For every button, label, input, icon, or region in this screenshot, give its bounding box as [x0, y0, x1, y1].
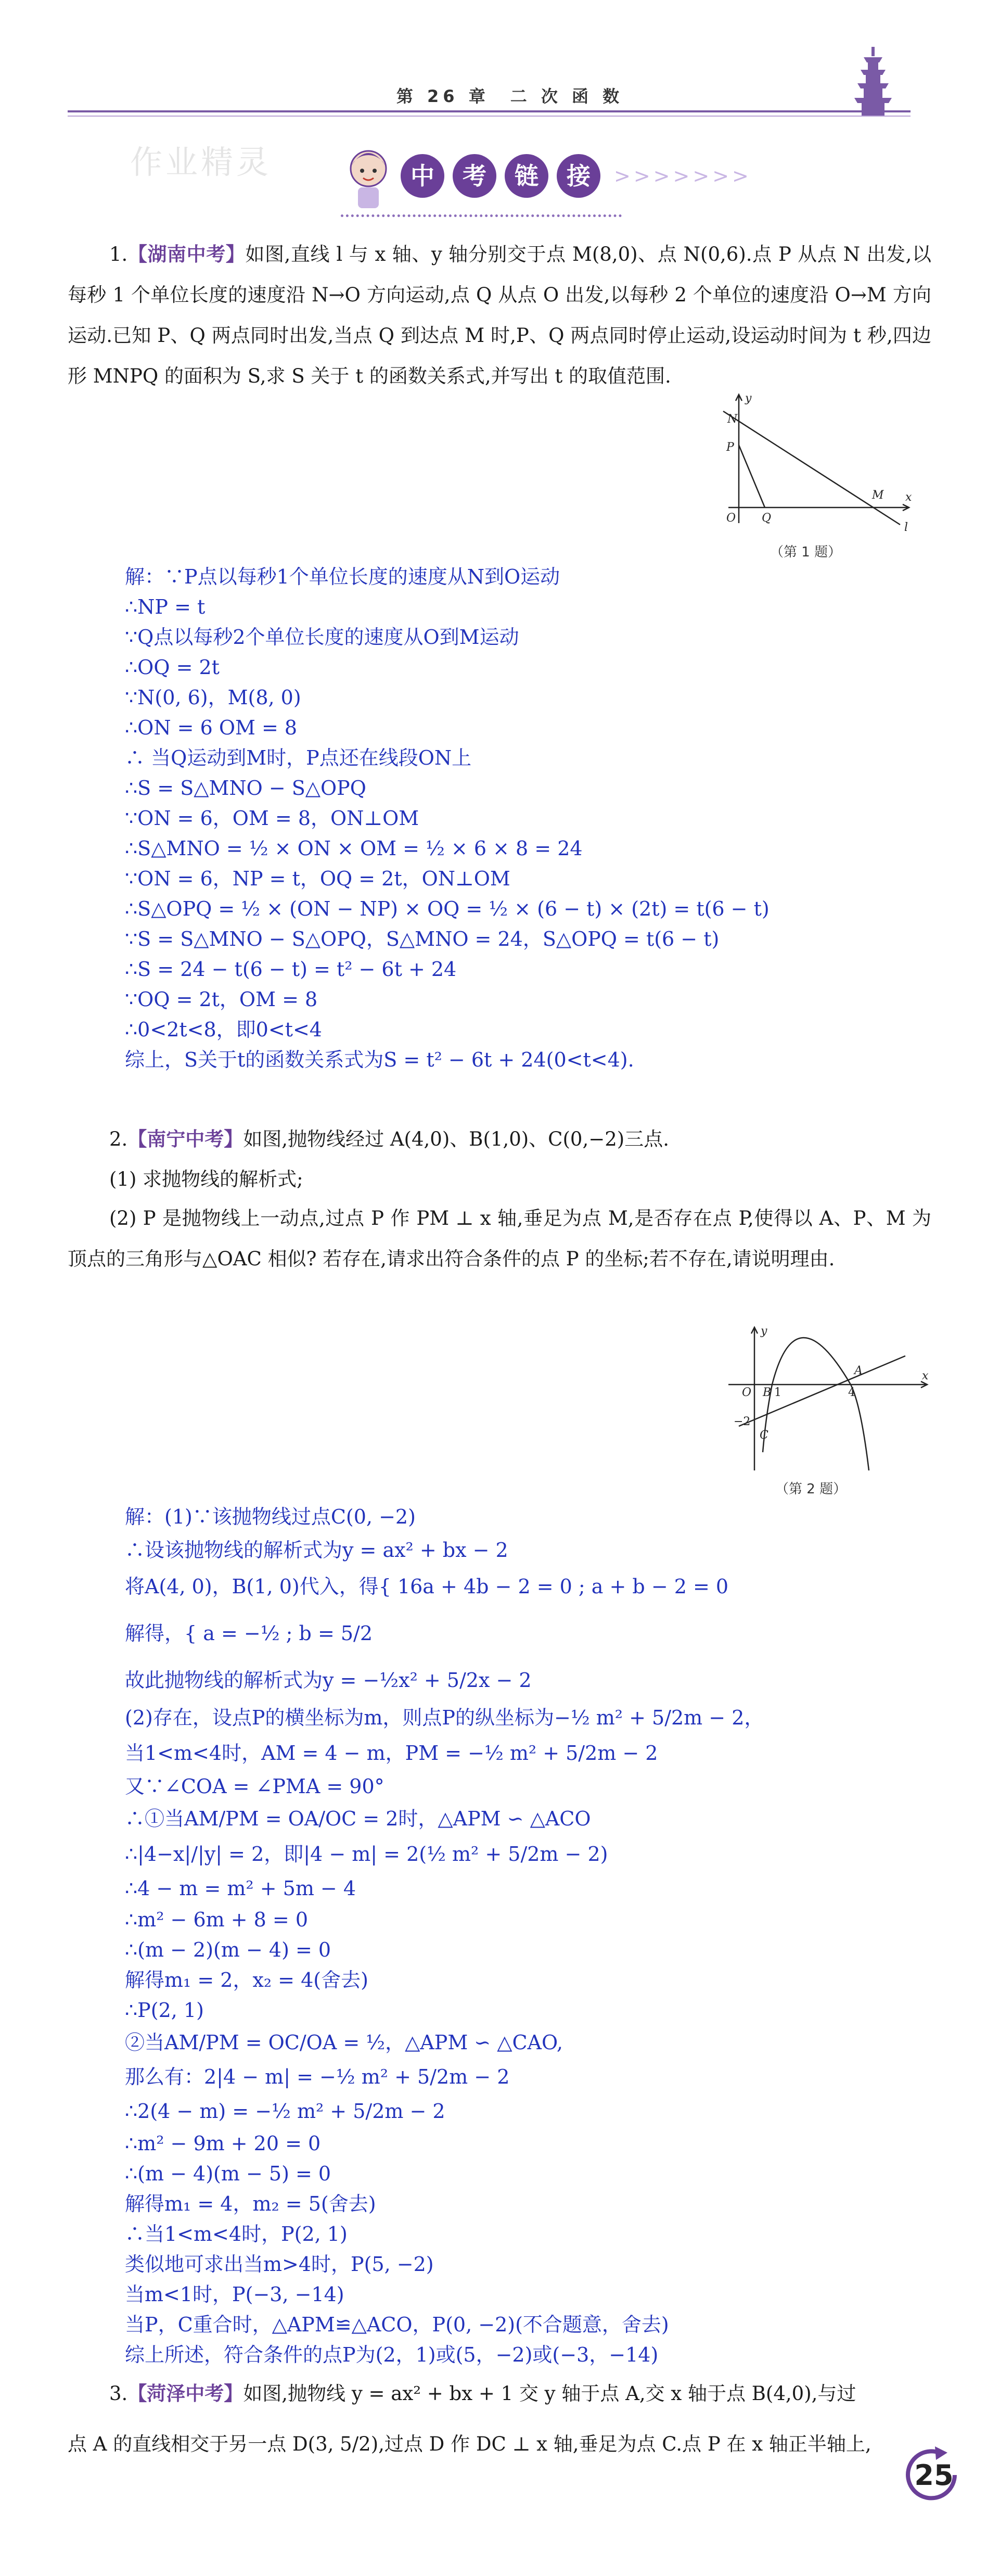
problem-number: 3. — [109, 2382, 128, 2405]
problem-number: 1. — [109, 243, 128, 265]
solution-line: ∴S△OPQ = ½ × (ON − NP) × OQ = ½ × (6 − t) × (2t) = t(6 − t) — [125, 897, 770, 920]
solution-line: 当1<m<4时，AM = 4 − m，PM = −½ m² + 5/2m − 2 — [125, 1742, 658, 1765]
problem-source-tag: 【菏泽中考】 — [127, 2382, 243, 2405]
fig2-label: C — [760, 1429, 768, 1442]
solution-line: ∴OQ = 2t — [125, 656, 220, 679]
solution-line: 解：∵P点以每秒1个单位长度的速度从N到O运动 — [125, 565, 560, 588]
solution-line: 当m<1时，P(−3, −14) — [125, 2283, 344, 2306]
solution-line: ∴4 − m = m² + 5m − 4 — [125, 1877, 356, 1900]
problem-source-tag: 【南宁中考】 — [127, 1128, 243, 1150]
problem-2-part-1: (1) 求抛物线的解析式; — [109, 1168, 303, 1190]
header-rule-thin — [68, 116, 911, 117]
solution-line: 故此抛物线的解析式为y = −½x² + 5/2x − 2 — [125, 1669, 532, 1692]
solution-line: ∵Q点以每秒2个单位长度的速度从O到M运动 — [125, 626, 519, 649]
fig1-label: Q — [762, 512, 772, 525]
solution-line: 当P，C重合时，△APM≌△ACO，P(0, −2)(不合题意，舍去) — [125, 2313, 669, 2336]
solution-line: 综上，S关于t的函数关系式为S = t² − 6t + 24(0<t<4). — [125, 1048, 634, 1071]
watermark: 作业精灵 — [130, 143, 272, 181]
solution-line: ∵ON = 6，NP = t，OQ = 2t，ON⊥OM — [125, 867, 510, 890]
figure-1 — [708, 390, 921, 536]
badge-char: 中 — [401, 154, 444, 198]
header-rule — [68, 110, 911, 112]
fig1-label: x — [905, 491, 912, 504]
solution-line: ∴ 当Q运动到M时，P点还在线段ON上 — [125, 746, 472, 769]
solution-line: ∵ON = 6，OM = 8，ON⊥OM — [125, 807, 419, 830]
solution-line: ②当AM/PM = OC/OA = ½，△APM ∽ △CAO, — [125, 2031, 563, 2054]
solution-line: 解得，{ a = −½ ; b = 5/2 — [125, 1622, 373, 1645]
fig2-label: 1 — [774, 1386, 781, 1399]
solution-line: ∵N(0, 6)，M(8, 0) — [125, 686, 301, 709]
solution-line: 那么有：2|4 − m| = −½ m² + 5/2m − 2 — [125, 2065, 510, 2088]
figure-1-caption: （第 1 题） — [770, 544, 842, 560]
solution-line: ∴m² − 9m + 20 = 0 — [125, 2132, 321, 2155]
problem-2-text — [68, 1119, 931, 1160]
solution-line: 将A(4, 0)，B(1, 0)代入，得{ 16a + 4b − 2 = 0 ; a + b − 2 = 0 — [125, 1575, 729, 1598]
solution-line: ∴ON = 6 OM = 8 — [125, 716, 298, 739]
solution-line: 解：(1)∵该抛物线过点C(0, −2) — [125, 1505, 416, 1528]
fig2-label: 4 — [848, 1386, 855, 1399]
solution-line: ∴设该抛物线的解析式为y = ax² + bx − 2 — [125, 1539, 508, 1562]
badge-char: 接 — [557, 154, 600, 198]
fig2-label: O — [742, 1386, 752, 1399]
solution-line: ∴S△MNO = ½ × ON × OM = ½ × 6 × 8 = 24 — [125, 837, 583, 860]
problem-statement: 如图,抛物线 y = ax² + bx + 1 交 y 轴于点 A,交 x 轴于点 B(4,0),与过 — [243, 2382, 856, 2405]
fig2-label: A — [854, 1364, 863, 1377]
fig1-label: y — [745, 392, 752, 405]
solution-line: (2)存在，设点P的横坐标为m，则点P的纵坐标为−½ m² + 5/2m − 2， — [125, 1706, 764, 1729]
solution-line: ∴P(2, 1) — [125, 1999, 204, 2022]
fig1-label: O — [726, 512, 736, 525]
fig1-label: l — [904, 521, 908, 534]
fig2-label: −2 — [734, 1415, 751, 1428]
problem-2-part-2: (2) P 是抛物线上一动点,过点 P 作 PM ⊥ x 轴,垂足为点 M,是否存在点 P,使得以 A、P、M 为顶点的三角形与△OAC 相似? 若存在,请求出符合条件的点 P 的坐标;若不存在,请说明理由. — [68, 1207, 931, 1270]
solution-line: ∴当1<m<4时，P(2, 1) — [125, 2223, 348, 2245]
fig1-label: M — [872, 489, 884, 502]
solution-line: 类似地可求出当m>4时，P(5, −2) — [125, 2253, 434, 2276]
solution-line: ∴(m − 4)(m − 5) = 0 — [125, 2162, 331, 2185]
problem-3-text-cont: 点 A 的直线相交于另一点 D(3, 5/2),过点 D 作 DC ⊥ x 轴,垂足为点 C.点 P 在 x 轴正半轴上, — [68, 2433, 871, 2455]
solution-line: ∴NP = t — [125, 595, 206, 618]
fig1-label: N — [727, 413, 738, 426]
fig2-label: B — [763, 1386, 772, 1399]
solution-line: 综上所述，符合条件的点P为(2，1)或(5，−2)或(−3，−14) — [125, 2343, 659, 2366]
solution-line: 解得m₁ = 4，m₂ = 5(舍去) — [125, 2192, 376, 2215]
solution-line: ∴|4−x|/|y| = 2，即|4 − m| = 2(½ m² + 5/2m − 2) — [125, 1843, 608, 1866]
solution-line: 解得m₁ = 2，x₂ = 4(舍去) — [125, 1969, 368, 1991]
section-badge — [343, 139, 791, 212]
fig2-label: y — [761, 1325, 767, 1338]
badge-arrows: >>>>>>> — [614, 164, 752, 187]
solution-line: 又∵∠COA = ∠PMA = 90° — [125, 1775, 384, 1798]
problem-statement: 如图,直线 l 与 x 轴、y 轴分别交于点 M(8,0)、点 N(0,6).点 P 从点 N 出发,以每秒 1 个单位长度的速度沿 N→O 方向运动,点 Q 从点 O 出发,以每秒 2 个单位的速度沿 O→M 方向运动.已知 P、Q 两点同时出发,当点 Q 到达点 M 时,P、Q 两点同时停止运动,设运动时间为 t 秒,四边形 MNPQ 的面积为 S,求 S 关于 t 的函数关系式,并写出 t 的取值范围. — [68, 243, 931, 387]
solution-line: ∴m² − 6m + 8 = 0 — [125, 1908, 309, 1931]
figure-2-caption: （第 2 题） — [775, 1481, 847, 1497]
problem-1-text — [68, 234, 931, 397]
problem-statement: 如图,抛物线经过 A(4,0)、B(1,0)、C(0,−2)三点. — [243, 1128, 669, 1150]
chapter-header: 第 26 章 二 次 函 数 — [396, 86, 624, 106]
page-number: 25 — [914, 2459, 954, 2492]
solution-line: ∴0<2t<8，即0<t<4 — [125, 1018, 322, 1041]
problem-source-tag: 【湖南中考】 — [127, 243, 246, 265]
solution-line: ∴①当AM/PM = OA/OC = 2时，△APM ∽ △ACO — [125, 1807, 591, 1830]
cartoon-girl-icon — [343, 139, 393, 212]
badge-char: 链 — [505, 154, 548, 198]
solution-line: ∴S = 24 − t(6 − t) = t² − 6t + 24 — [125, 958, 457, 981]
solution-line: ∵S = S△MNO − S△OPQ，S△MNO = 24，S△OPQ = t(6 − t) — [125, 928, 720, 950]
problem-3-text — [68, 2374, 931, 2414]
problem-number: 2. — [109, 1128, 128, 1150]
badge-char: 考 — [453, 154, 496, 198]
solution-line: ∴(m − 2)(m − 4) = 0 — [125, 1938, 331, 1961]
figure-2 — [718, 1322, 937, 1473]
fig1-label: P — [726, 441, 734, 454]
solution-line: ∴2(4 − m) = −½ m² + 5/2m − 2 — [125, 2100, 445, 2123]
pagoda-icon — [843, 42, 905, 120]
solution-line: ∵OQ = 2t，OM = 8 — [125, 988, 318, 1011]
fig2-label: x — [922, 1369, 929, 1382]
badge-underline — [341, 214, 622, 217]
solution-line: ∴S = S△MNO − S△OPQ — [125, 777, 366, 800]
